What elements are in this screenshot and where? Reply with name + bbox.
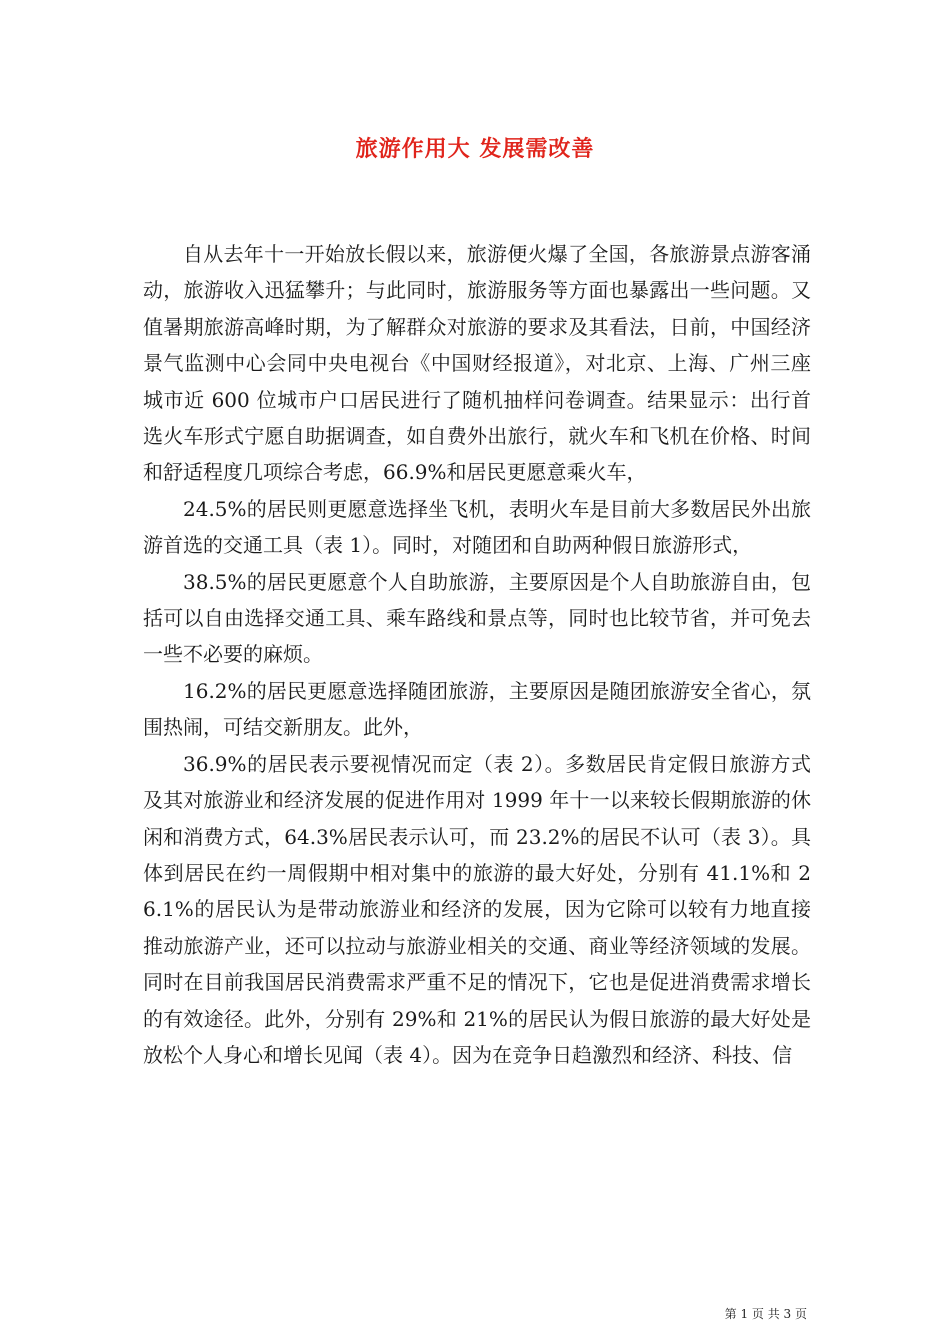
page-number: 第 1 页 共 3 页 [724, 1307, 807, 1321]
document-title: 旅游作用大 发展需改善 [355, 136, 595, 162]
paragraph: 38.5%的居民更愿意个人自助旅游，主要原因是个人自助旅游自由，包括可以自由选择交通工具、乘车路线和景点等，同时也比较节省，并可免去一些不必要的麻烦。 [143, 569, 811, 667]
paragraph: 24.5%的居民则更愿意选择坐飞机，表明火车是目前大多数居民外出旅游首选的交通工具（表 1）。同时，对随团和自助两种假日旅游形式， [143, 496, 811, 558]
document-body [143, 236, 811, 1073]
paragraph: 自从去年十一开始放长假以来，旅游便火爆了全国，各旅游景点游客涌动，旅游收入迅猛攀升；与此同时，旅游服务等方面也暴露出一些问题。又值暑期旅游高峰时期，为了解群众对旅游的要求及其看法，日前，中国经济景气监测中心会同中央电视台《中国财经报道》，对北京、上海、广州三座城市近 600 位城市户口居民进行了随机抽样问卷调查。结果显示：出行首选火车形式宁愿自助据调查，如自费外出旅行，就火车和飞机在价格、时间和舒适程度几项综合考虑，66.9%和居民更愿意乘火车， [143, 242, 811, 485]
paragraph: 36.9%的居民表示要视情况而定（表 2）。多数居民肯定假日旅游方式及其对旅游业和经济发展的促进作用对 1999 年十一以来较长假期旅游的休闲和消费方式，64.3%居民表示认可，而 23.2%的居民不认可（表 3）。具体到居民在约一周假期中相对集中的旅游的最大好处，分别有 41.1%和 26.1%的居民认为是带动旅游业和经济的发展，因为它除可以较有力地直接推动旅游产业，还可以拉动与旅游业相关的交通、商业等经济领域的发展。同时在目前我国居民消费需求严重不足的情况下，它也是促进消费需求增长的有效途径。此外，分别有 29%和 21%的居民认为假日旅游的最大好处是放松个人身心和增长见闻（表 4）。因为在竞争日趋激烈和经济、科技、信 [143, 751, 811, 1067]
paragraph: 16.2%的居民更愿意选择随团旅游，主要原因是随团旅游安全省心，氛围热闹，可结交新朋友。此外， [143, 678, 811, 740]
